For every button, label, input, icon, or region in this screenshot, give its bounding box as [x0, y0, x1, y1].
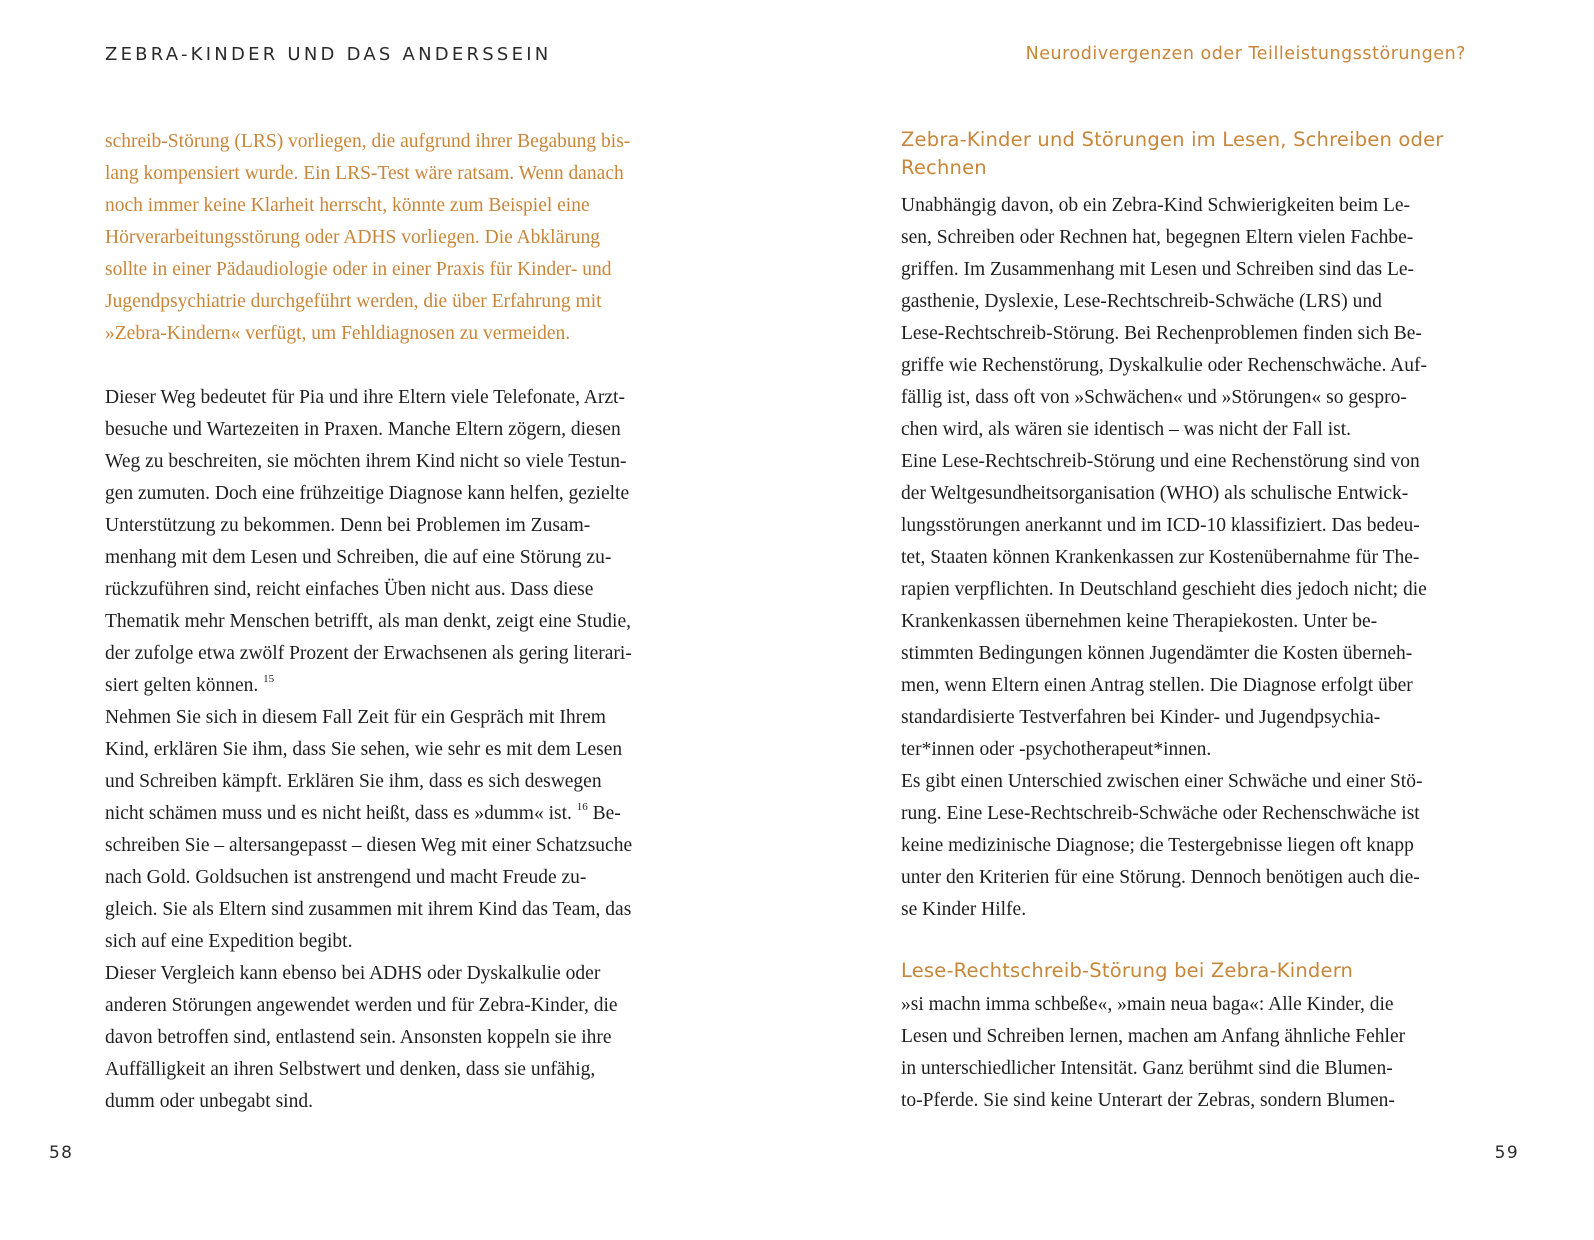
text-line: Es gibt einen Unterschied zwischen einer Schwäche und einer Stö-: [901, 771, 1423, 792]
text-line: to-Pferde. Sie sind keine Unterart der Zebras, sondern Blumen-: [901, 1090, 1395, 1111]
text-line: tet, Staaten können Krankenkassen zur Kostenübernahme für The-: [901, 547, 1420, 568]
text-line: und Schreiben kämpft. Erklären Sie ihm, dass es sich deswegen: [105, 771, 602, 792]
text-line: Auffälligkeit an ihren Selbstwert und denken, dass sie unfähig,: [105, 1059, 596, 1080]
text-line: standardisierte Testverfahren bei Kinder- und Jugendpsychia-: [901, 707, 1381, 728]
text-line: Lese-Rechtschreib-Störung. Bei Rechenproblemen finden sich Be-: [901, 323, 1422, 344]
heading-line: Rechnen: [901, 156, 987, 179]
text-line: lungsstörungen anerkannt und im ICD-10 klassifiziert. Das bedeu-: [901, 515, 1420, 536]
text-line: chen wird, als wären sie identisch – was nicht der Fall ist.: [901, 419, 1352, 440]
text-line: Unabhängig davon, ob ein Zebra-Kind Schwierigkeiten beim Le-: [901, 195, 1411, 216]
text-line: sich auf eine Expedition begibt.: [105, 931, 353, 952]
text-line: der Weltgesundheitsorganisation (WHO) als schulische Entwick-: [901, 483, 1409, 504]
text-line: Dieser Vergleich kann ebenso bei ADHS oder Dyskalkulie oder: [105, 963, 601, 984]
text-line: stimmten Bedingungen können Jugendämter die Kosten überneh-: [901, 643, 1413, 664]
text-line: fällig ist, dass oft von »Schwächen« und »Störungen« so gespro-: [901, 387, 1407, 408]
text-line: lang kompensiert wurde. Ein LRS-Test wäre ratsam. Wenn danach: [105, 163, 624, 184]
body-text-right: [901, 190, 1466, 926]
text-line: ter*innen oder -psychotherapeut*innen.: [901, 739, 1212, 760]
text-line: Unterstützung zu bekommen. Denn bei Problemen im Zusam-: [105, 515, 591, 536]
subsection-heading: [901, 957, 1466, 985]
text-line: rückzuführen sind, reicht einfaches Üben nicht aus. Dass diese: [105, 579, 594, 600]
text-line: davon betroffen sind, entlastend sein. Ansonsten koppeln sie ihre: [105, 1027, 612, 1048]
highlighted-paragraph: [105, 126, 669, 350]
body-text-left: [105, 382, 669, 1118]
text-line: Jugendpsychiatrie durchgeführt werden, die über Erfahrung mit: [105, 291, 602, 312]
text-line: Weg zu beschreiten, sie möchten ihrem Kind nicht so viele Testun-: [105, 451, 627, 472]
text-line: nach Gold. Goldsuchen ist anstrengend und macht Freude zu-: [105, 867, 587, 888]
page-number-left: 58: [49, 1143, 74, 1163]
text-line: keine medizinische Diagnose; die Testergebnisse liegen oft knapp: [901, 835, 1414, 856]
text-line: Krankenkassen übernehmen keine Therapiekosten. Unter be-: [901, 611, 1378, 632]
running-head-left: ZEBRA-KINDER UND DAS ANDERSSEIN: [105, 44, 552, 65]
text-line: Nehmen Sie sich in diesem Fall Zeit für ein Gespräch mit Ihrem: [105, 707, 606, 728]
text-line: »si machn imma schbeße«, »main neua baga«: Alle Kinder, die: [901, 994, 1394, 1015]
text-line: sen, Schreiben oder Rechnen hat, begegnen Eltern vielen Fachbe-: [901, 227, 1414, 248]
text-line: besuche und Wartezeiten in Praxen. Manche Eltern zögern, diesen: [105, 419, 621, 440]
text-line: anderen Störungen angewendet werden und für Zebra-Kinder, die: [105, 995, 618, 1016]
text-line: »Zebra-Kindern« verfügt, um Fehldiagnosen zu vermeiden.: [105, 323, 571, 344]
text-line: rapien verpflichten. In Deutschland geschieht dies jedoch nicht; die: [901, 579, 1427, 600]
text-line: rung. Eine Lese-Rechtschreib-Schwäche oder Rechenschwäche ist: [901, 803, 1420, 824]
text-line: sollte in einer Pädaudiologie oder in einer Praxis für Kinder- und: [105, 259, 612, 280]
text-line: Thematik mehr Menschen betrifft, als man denkt, zeigt eine Studie,: [105, 611, 631, 632]
text-line: griffen. Im Zusammenhang mit Lesen und Schreiben sind das Le-: [901, 259, 1415, 280]
running-head-right: Neurodivergenzen oder Teilleistungsstörungen?: [1025, 44, 1466, 64]
text-line: gleich. Sie als Eltern sind zusammen mit ihrem Kind das Team, das: [105, 899, 632, 920]
text-line: in unterschiedlicher Intensität. Ganz berühmt sind die Blumen-: [901, 1058, 1393, 1079]
text-line: der zufolge etwa zwölf Prozent der Erwachsenen als gering literari-: [105, 643, 632, 664]
text-line: men, wenn Eltern einen Antrag stellen. Die Diagnose erfolgt über: [901, 675, 1413, 696]
heading-line: Zebra-Kinder und Störungen im Lesen, Schreiben oder: [901, 128, 1444, 151]
heading-line: Lese-Rechtschreib-Störung bei Zebra-Kindern: [901, 959, 1354, 982]
text-line: dumm oder unbegabt sind.: [105, 1091, 313, 1112]
text-line: se Kinder Hilfe.: [901, 899, 1027, 920]
text-line: griffe wie Rechenstörung, Dyskalkulie oder Rechenschwäche. Auf-: [901, 355, 1427, 376]
text-line: schreib-Störung (LRS) vorliegen, die aufgrund ihrer Begabung bis-: [105, 131, 631, 152]
right-page: [797, 0, 1594, 1240]
text-line: Lesen und Schreiben lernen, machen am Anfang ähnliche Fehler: [901, 1026, 1406, 1047]
section-heading: [901, 126, 1466, 182]
text-line: gasthenie, Dyslexie, Lese-Rechtschreib-Schwäche (LRS) und: [901, 291, 1382, 312]
text-line: schreiben Sie – altersangepasst – diesen Weg mit einer Schatzsuche: [105, 835, 633, 856]
text-line: menhang mit dem Lesen und Schreiben, die auf eine Störung zu-: [105, 547, 612, 568]
text-line: Kind, erklären Sie ihm, dass Sie sehen, wie sehr es mit dem Lesen: [105, 739, 623, 760]
text-line: Hörverarbeitungsstörung oder ADHS vorliegen. Die Abklärung: [105, 227, 600, 248]
text-line: Eine Lese-Rechtschreib-Störung und eine Rechenstörung sind von: [901, 451, 1420, 472]
footnote-reference: 15: [263, 673, 275, 685]
line-text: nicht schämen muss und es nicht heißt, dass es »dumm« ist.: [105, 803, 577, 824]
text-line: Dieser Weg bedeutet für Pia und ihre Eltern viele Telefonate, Arzt-: [105, 387, 625, 408]
text-line: gen zumuten. Doch eine frühzeitige Diagnose kann helfen, gezielte: [105, 483, 630, 504]
text-line: [105, 798, 669, 830]
text-line: unter den Kriterien für eine Störung. Dennoch benötigen auch die-: [901, 867, 1420, 888]
page-number-right: 59: [1494, 1143, 1519, 1163]
footnote-reference: 16: [576, 801, 588, 813]
line-text: Be-: [587, 803, 621, 824]
line-text: siert gelten können.: [105, 675, 264, 696]
text-line: noch immer keine Klarheit herrscht, könnte zum Beispiel eine: [105, 195, 590, 216]
body-text-right-2: [901, 989, 1466, 1117]
text-line: [105, 670, 669, 702]
